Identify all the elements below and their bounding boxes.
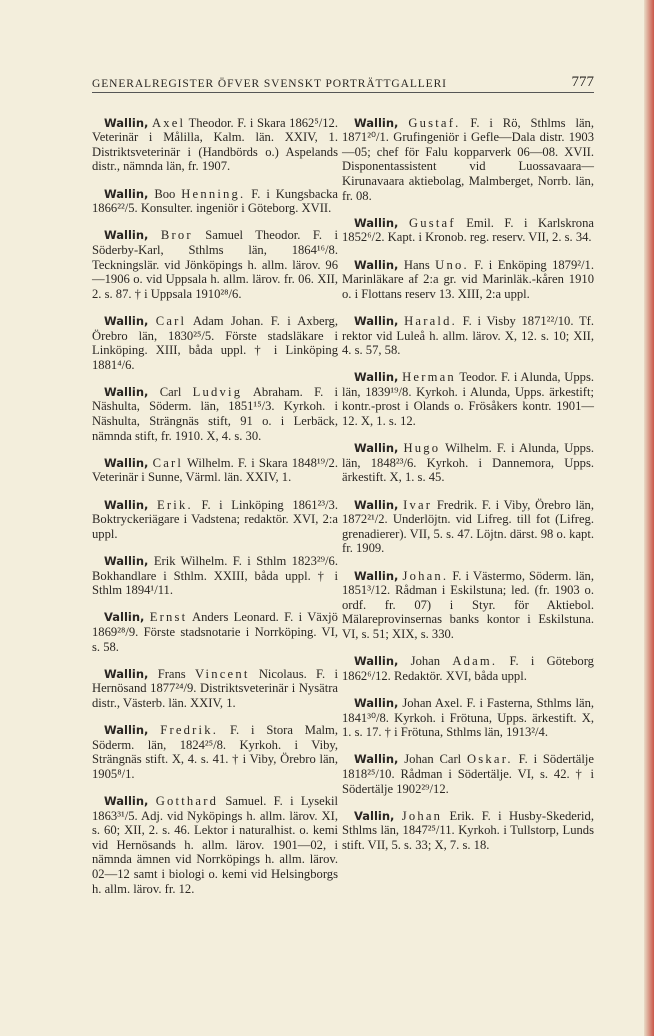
entry-text: F. i Visby 1871²²/10. Tf. rektor vid Luleå h. allm. lärov. X, 12. s. 10; XII, 4. s. 57, 58. (342, 313, 594, 358)
entry-surname: Wallin, (354, 313, 399, 328)
entry-given-name: Theodor. (188, 115, 234, 130)
entry-text: F. i Hernösand 1877²⁴/9. Distriktsveterinär i Nysätra distr., Västerb. län. XXIV, 1. (92, 666, 338, 710)
entry-surname: Vallin, (354, 808, 395, 823)
entry-text: F. i Enköping 1879²/1. Marinläkare af 2:a gr. vid Marinläk.-kåren 1910 o. i Flottans reserv 13. XIII, 2:a uppl. (342, 257, 594, 301)
entry-surname: Wallin, (354, 215, 399, 230)
register-entry (342, 696, 594, 740)
entry-called-name: Henning. (181, 186, 246, 201)
register-entry (92, 667, 338, 711)
entry-surname: Wallin, (104, 115, 149, 130)
page-number: 777 (571, 74, 594, 90)
entry-called-name: Gustaf. (408, 115, 461, 130)
register-entry (92, 228, 338, 301)
entry-text: F. i Södertälje 1818²⁵/10. Rådman i Södertälje. VI, s. 42. † i Södertälje 1902²⁹/12. (342, 752, 594, 796)
entry-given-name: Hans (403, 257, 430, 272)
register-entry (92, 116, 338, 174)
entry-called-name: Johan (401, 808, 443, 823)
entry-called-name: Fredrik. (160, 723, 219, 738)
entry-given-name: Adam Johan. (192, 313, 264, 328)
entry-surname: Wallin, (104, 554, 149, 568)
entry-given-name: Wilhelm. (187, 455, 234, 470)
entry-given-name: Abraham. (252, 384, 303, 399)
entry-surname: Wallin, (354, 654, 399, 669)
entry-surname: Wallin, (354, 115, 399, 130)
register-entry (92, 314, 338, 372)
entry-called-name: Ludvig (192, 384, 243, 399)
entry-given-name: Samuel Theodor. (205, 228, 301, 243)
register-entry (92, 723, 338, 781)
entry-called-name: Adam. (452, 654, 498, 669)
entry-called-name: Vincent (195, 666, 250, 681)
entry-text: F. i Husby-Skederid, Sthlms län, 1847²⁵/11. Kyrkoh. i Tullstorp, Lunds stift. VII, 5. s. 33; X, 7. s. 18. (342, 808, 594, 852)
entry-surname: Wallin, (104, 723, 149, 738)
entry-called-name: Harald. (404, 313, 457, 328)
entry-given-name: Nicolaus. (258, 666, 307, 681)
entry-surname: Vallin, (104, 610, 145, 625)
entry-text: F. i Näshulta, Söderm. län, 1851¹⁵/3. Kyrkoh. i Näshulta, Strängnäs stift, 91 o. i Lerbäck, nämnda stift, fr. 1910. X, 4. s. 30. (92, 384, 338, 443)
entry-given-name: Fredrik. (436, 497, 478, 512)
register-entry (92, 794, 338, 896)
entry-text: F. i Linköping 1861²³/3. Boktryckeriägare i Vadstena; redaktör. XVI, 2:a uppl. (92, 497, 338, 541)
entry-text: F. i Skara 1848¹⁹/2. Veterinär i Sunne, Värml. län. XXIV, 1. (92, 455, 339, 485)
entry-given-name: Johan Axel. (402, 695, 463, 710)
entry-text: F. i Axberg, Örebro län, 1830²⁵/5. Förste stadsläkare i Linköping. XIII, båda uppl. † i Linköping 1881⁴/6. (92, 313, 338, 372)
entry-called-name: Hugo (403, 441, 441, 456)
entry-called-name: Carl (155, 313, 187, 328)
entry-called-name: Herman (402, 370, 456, 385)
right-column (342, 103, 594, 859)
entry-given-name: Erik. (449, 808, 475, 823)
header-title: GENERALREGISTER ÖFVER SVENSKT PORTRÄTTGALLERI (92, 78, 447, 90)
register-entry (92, 385, 338, 443)
register-entry (342, 370, 594, 428)
entry-called-name: Gotthard (155, 794, 219, 809)
entry-surname: Wallin, (354, 695, 399, 710)
entry-text: F. i Rö, Sthlms län, 1871²⁰/1. Grufingeniör i Gefle—Dala distr. 1903—05; chef för Falu kopparverk 06—08. XVII. Disponentassistent vid Luossavaara—Kirunavaara aktiebolag, Malmberget, Norrb. län, fr. 08. (342, 115, 594, 203)
entry-surname: Wallin, (354, 370, 399, 385)
entry-given-name: Emil. (466, 215, 494, 230)
entry-surname: Wallin, (104, 228, 149, 243)
entry-surname: Wallin, (354, 752, 399, 767)
register-entry (342, 116, 594, 204)
entry-surname: Wallin, (104, 497, 149, 512)
register-entry (342, 569, 594, 642)
entry-text: F. i Sthlm 1823²⁹/6. Bokhandlare i Sthlm. XXIII, båda uppl. † i Sthlm 1894¹/11. (92, 554, 338, 598)
entry-given-name: Boo (154, 186, 176, 201)
entry-called-name: Axel (151, 115, 186, 130)
register-entry (342, 216, 594, 245)
entry-called-name: Erik. (157, 497, 193, 512)
entry-text: F. i Skara 1862⁵/12. Veterinär i Målilla, Kalm. län. XXIV, 1. Distriktsveterinär i (Handbörds o.) Aspelands distr., nämnda län, fr. 1907. (92, 115, 338, 174)
entry-text: F. i Viby, Örebro län, 1872²¹/2. Underlöjtn. vid Lifreg. till fot (Lifreg. grenadierer). VII, 5. s. 47. Löjtn. därst. 98 o. kapt. fr. 1909. (342, 497, 594, 556)
entry-surname: Wallin, (104, 455, 149, 470)
entry-called-name: Gustaf (408, 215, 456, 230)
entry-given-name: Erik Wilhelm. (153, 554, 228, 568)
entry-surname: Wallin, (104, 666, 149, 681)
entry-given-name: Frans (157, 666, 186, 681)
register-entry (342, 654, 594, 683)
entry-given-name: Carl (159, 384, 182, 399)
entry-surname: Wallin, (104, 313, 149, 328)
entry-surname: Wallin, (354, 497, 399, 512)
register-entry (92, 610, 338, 654)
register-entry (342, 752, 594, 796)
entry-called-name: Carl (152, 455, 184, 470)
entry-called-name: Ivar (403, 497, 433, 512)
entry-text: F. i Göteborg 1862⁶/12. Redaktör. XVI, båda uppl. (342, 654, 594, 683)
entry-text: F. i Stora Malm, Söderm. län, 1824²⁵/8. Kyrkoh. i Viby, Strängnäs stift. X, 4. s. 41. † i Viby, Örebro län, 1905⁸/1. (92, 723, 338, 781)
entry-called-name: Ernst (149, 610, 188, 625)
entry-given-name: Samuel. (225, 794, 267, 809)
entry-text: F. i Söderby-Karl, Sthlms län, 1864¹⁶/8. Teckningslär. vid Jönköpings h. allm. lärov. 96—1906 o. vid Uppsala h. allm. lärov. fr. 06. XII, 2. s. 87. † i Uppsala 1910²⁸/6. (92, 228, 338, 301)
entry-given-name: Anders Leonard. (191, 610, 279, 625)
entry-surname: Wallin, (104, 384, 149, 399)
register-entry (342, 314, 594, 358)
running-header (92, 74, 594, 93)
entry-surname: Wallin, (354, 441, 399, 456)
register-entry (342, 441, 594, 485)
register-entry (342, 809, 594, 853)
entry-text: F. i Fasterna, Sthlms län, 1841³⁰/8. Kyrkoh. i Frötuna, Upps. ärkestift. X, 1. s. 17. † i Frötuna, Sthlms län, 1913²/4. (342, 695, 595, 740)
register-entry (92, 187, 338, 216)
page-edge (644, 0, 654, 1036)
entry-called-name: Bror (160, 228, 193, 243)
register-entry (92, 498, 338, 542)
entry-text: F. i Alunda, Upps. län, 1848²³/6. Kyrkoh. i Dannemora, Upps. ärkestift. X, 1. s. 45. (342, 441, 594, 485)
entry-given-name: Teodor. (459, 370, 498, 385)
entry-text: F. i Karlskrona 1852⁶/2. Kapt. i Kronob. reg. reserv. VII, 2. s. 34. (342, 215, 594, 245)
register-entry (342, 498, 594, 556)
entry-surname: Wallin, (354, 257, 399, 272)
entry-given-name: Johan Carl (404, 752, 462, 767)
entry-text: F. i Lysekil 1863³¹/5. Adj. vid Nyköpings h. allm. lärov. XI, s. 60; XII, 2. s. 46. Lektor i naturalhist. o. kemi vid Hernösands h. allm. lärov. 1901—02, i nämnda ämnen vid Norrköpings h. allm. lärov. 02—12 samt i biologi o. kemi vid Helsingborgs h. allm. lärov. fr. 12. (92, 794, 338, 896)
left-column (92, 103, 338, 902)
entry-given-name: Wilhelm. (445, 441, 492, 456)
register-entry (342, 258, 594, 302)
entry-surname: Wallin, (104, 186, 149, 201)
entry-called-name: Uno. (435, 257, 469, 272)
register-entry (92, 554, 338, 598)
entry-text: F. i Kungsbacka 1866²²/5. Konsulter. ingeniör i Göteborg. XVII. (92, 186, 338, 216)
entry-text: F. i Växjö 1869²⁸/9. Förste stadsnotarie i Norrköping. VI, s. 58. (92, 610, 338, 654)
entry-text: F. i Västermo, Söderm. län, 1851³/12. Rådman i Eskilstuna; led. (fr. 1903 o. ordf. fr. 07) i Styr. för Aktiebol. Mälareprovinsernas banks kontor i Eskilstuna. VI, s. 51; XIX, s. 330. (342, 568, 594, 641)
entry-surname: Wallin, (104, 794, 149, 809)
entry-called-name: Oskar. (467, 752, 513, 767)
register-entry (92, 456, 338, 485)
entry-given-name: Johan (410, 654, 441, 669)
entry-surname: Wallin, (354, 568, 399, 583)
entry-text: F. i Alunda, Upps. län, 1839¹⁹/8. Kyrkoh. i Alunda, Upps. ärkestift; kontr.-prost i Olands o. Frösåkers kontr. 1901—12. X, 1. s. 12. (342, 370, 595, 429)
entry-called-name: Johan. (402, 568, 449, 583)
